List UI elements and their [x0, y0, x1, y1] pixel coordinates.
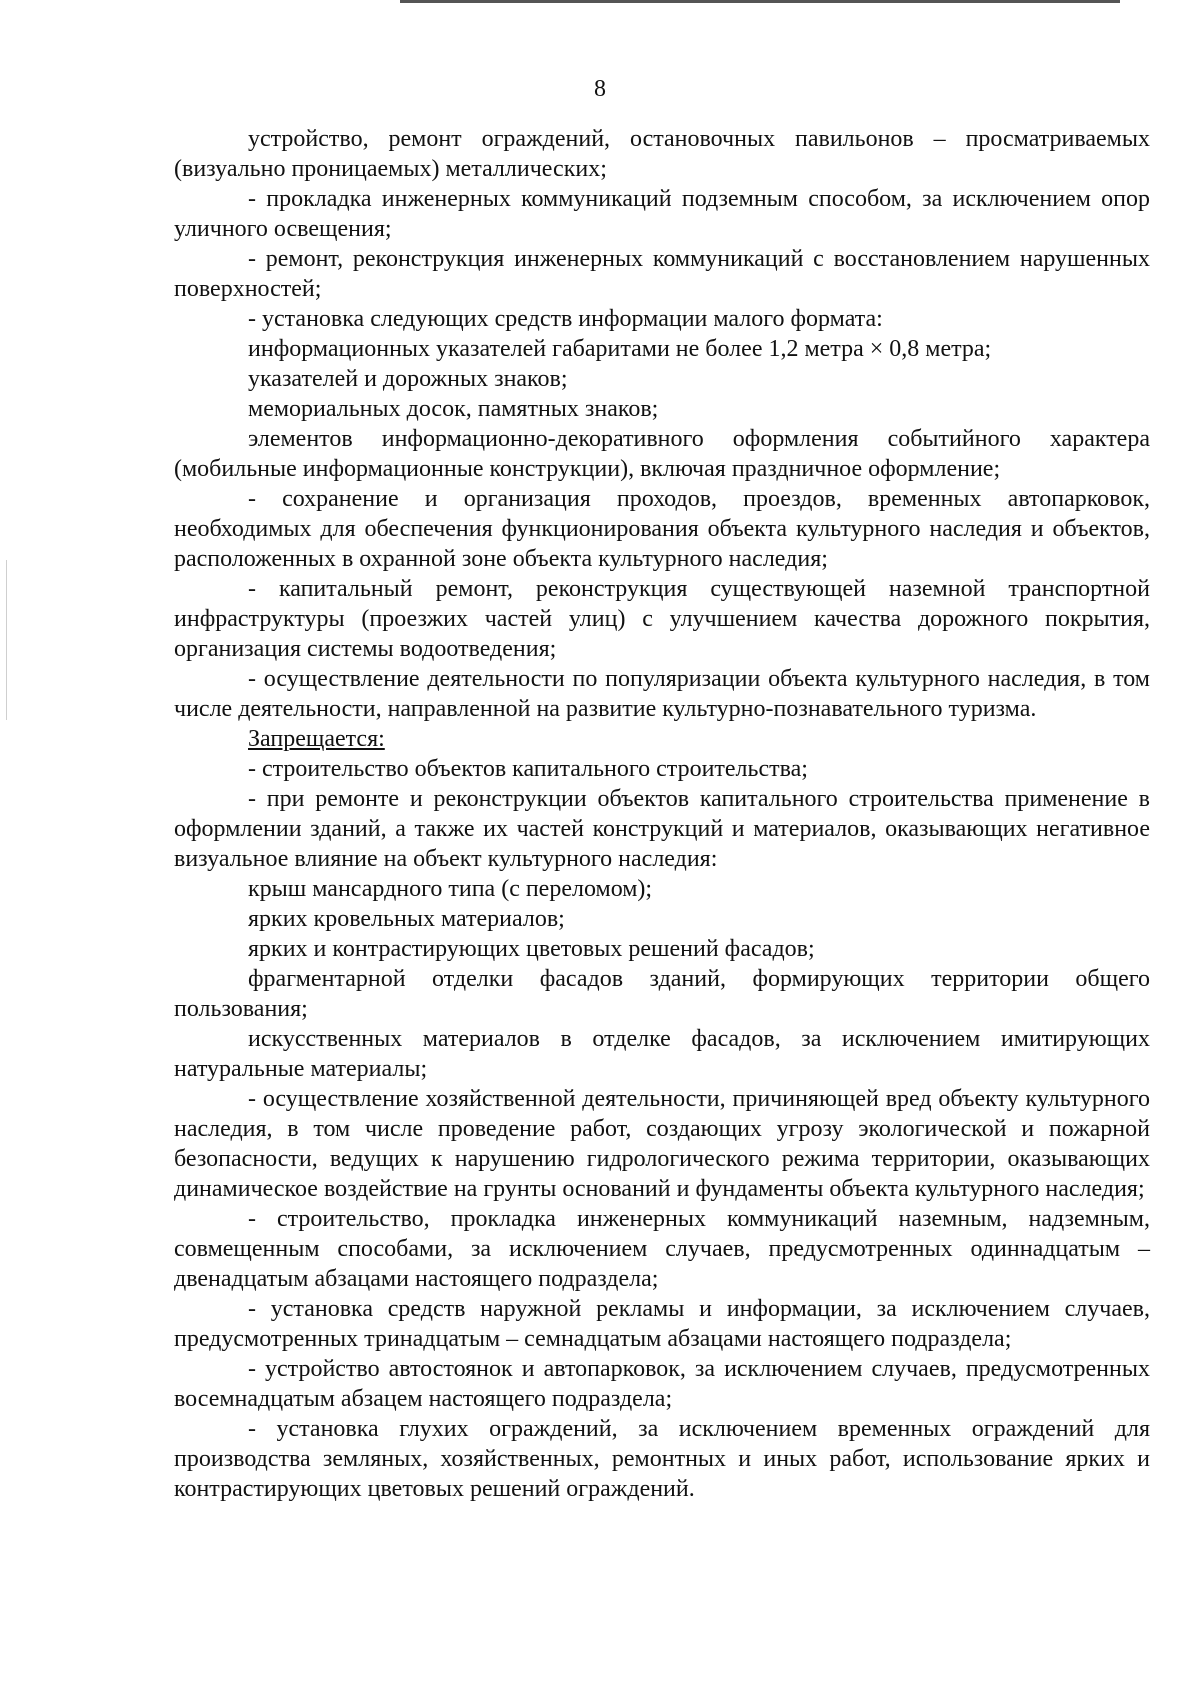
paragraph: - сохранение и организация проходов, проездов, временных автопарковок, необходимых для обеспечения функционирования объекта культурного наследия и объектов, расположенных в охранной зоне объекта культурного наследия; [174, 486, 1150, 572]
paragraph: - ремонт, реконструкция инженерных коммуникаций с восстановлением нарушенных поверхностей; [174, 246, 1150, 302]
paragraph: - прокладка инженерных коммуникаций подземным способом, за исключением опор уличного освещения; [174, 186, 1150, 242]
paragraph: - установка глухих ограждений, за исключением временных ограждений для производства земляных, хозяйственных, ремонтных и иных работ, использование ярких и контрастирующих цветовых решений ограждений. [174, 1416, 1150, 1502]
paragraph: ярких и контрастирующих цветовых решений фасадов; [248, 936, 815, 962]
paragraph: ярких кровельных материалов; [248, 906, 565, 932]
paragraph: - устройство автостоянок и автопарковок, за исключением случаев, предусмотренных восемнадцатым абзацем настоящего подраздела; [174, 1356, 1150, 1412]
paragraph: - осуществление хозяйственной деятельности, причиняющей вред объекту культурного наследия, в том числе проведение работ, создающих угрозу экологической и пожарной безопасности, ведущих к нарушению гидрологического режима территории, оказывающих динамическое воздействие на грунты оснований и фундаменты объекта культурного наследия; [174, 1086, 1150, 1202]
paragraph: информационных указателей габаритами не более 1,2 метра × 0,8 метра; [248, 336, 992, 362]
document-body [174, 124, 1150, 1504]
paragraph: - строительство объектов капитального строительства; [248, 756, 808, 782]
paragraph: - строительство, прокладка инженерных коммуникаций наземным, надземным, совмещенным способами, за исключением случаев, предусмотренных одиннадцатым – двенадцатым абзацами настоящего подраздела; [174, 1206, 1150, 1292]
paragraph: - установка следующих средств информации малого формата: [248, 306, 883, 332]
paragraph: указателей и дорожных знаков; [248, 366, 568, 392]
paragraph: - капитальный ремонт, реконструкция существующей наземной транспортной инфраструктуры (проезжих частей улиц) с улучшением качества дорожного покрытия, организация системы водоотведения; [174, 576, 1150, 662]
scan-margin-line [6, 560, 7, 720]
paragraph: фрагментарной отделки фасадов зданий, формирующих территории общего пользования; [174, 966, 1150, 1022]
paragraph: элементов информационно-декоративного оформления событийного характера (мобильные информационные конструкции), включая праздничное оформление; [174, 426, 1150, 482]
paragraph: - при ремонте и реконструкции объектов капитального строительства применение в оформлении зданий, а также их частей конструкций и материалов, оказывающих негативное визуальное влияние на объект культурного наследия: [174, 786, 1150, 872]
top-border-line [400, 0, 1120, 3]
paragraph: - осуществление деятельности по популяризации объекта культурного наследия, в том числе деятельности, направленной на развитие культурно-познавательного туризма. [174, 666, 1150, 722]
section-heading [174, 724, 1150, 754]
paragraph: мемориальных досок, памятных знаков; [248, 396, 659, 422]
paragraph: - установка средств наружной рекламы и информации, за исключением случаев, предусмотренных тринадцатым – семнадцатым абзацами настоящего подраздела; [174, 1296, 1150, 1352]
prohibited-heading: Запрещается: [248, 726, 385, 752]
page-number: 8 [594, 76, 606, 102]
paragraph: крыш мансардного типа (с переломом); [248, 876, 653, 902]
paragraph: устройство, ремонт ограждений, остановочных павильонов – просматриваемых (визуально проницаемых) металлических; [174, 126, 1150, 182]
paragraph: искусственных материалов в отделке фасадов, за исключением имитирующих натуральные материалы; [174, 1026, 1150, 1082]
